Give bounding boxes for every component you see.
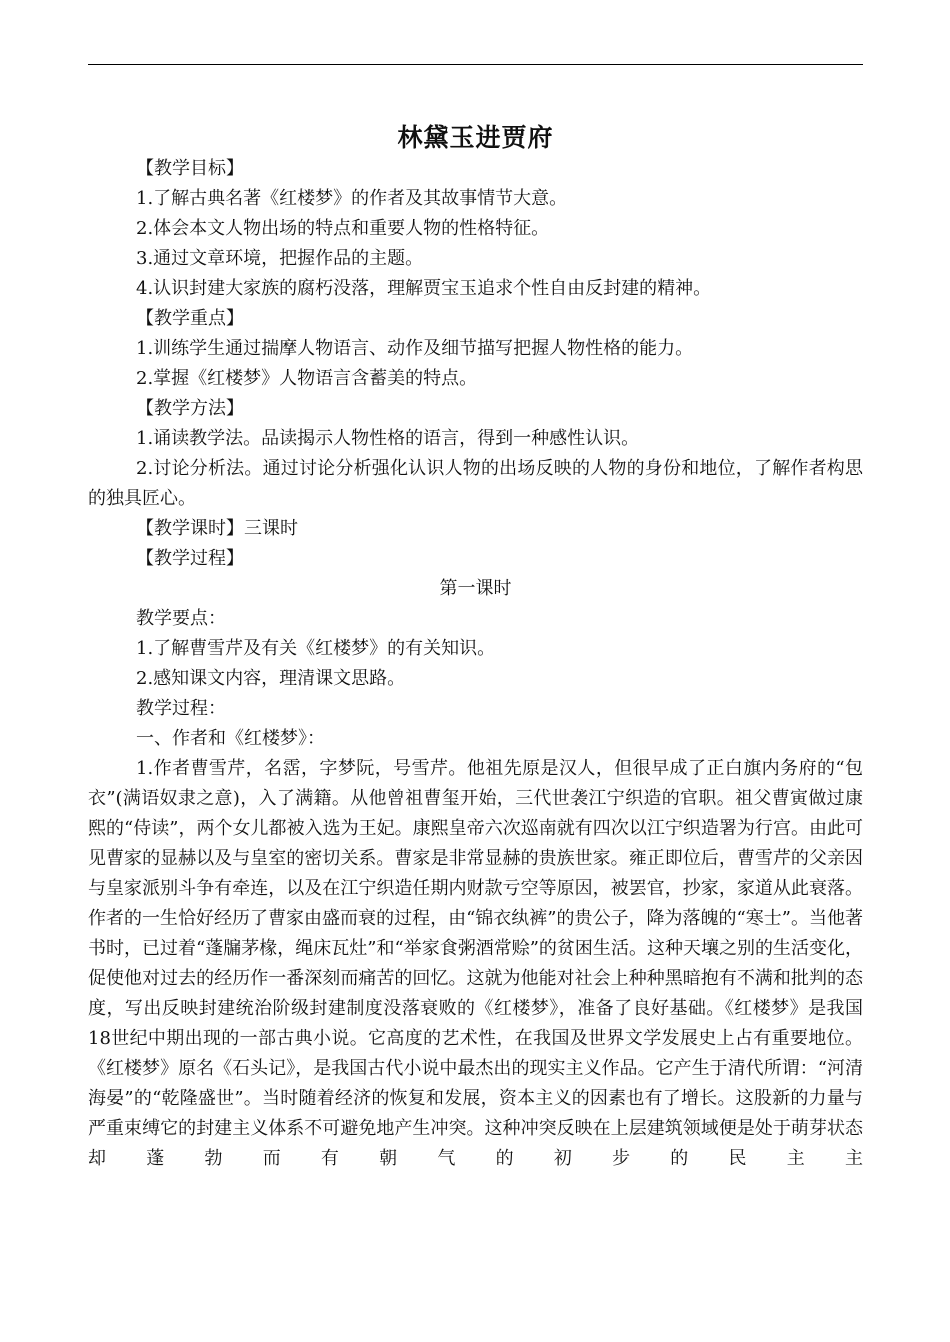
teaching-process-label: 教学过程： xyxy=(136,698,226,719)
author-paragraph: 1.作者曹雪芹，名霑，字梦阮，号雪芹。他祖先原是汉人，但很早成了正白旗内务府的“包衣”(满语奴隶之意)，入了满籍。从他曾祖曹玺开始，三代世袭江宁织造的官职。祖父曹寅做过康熙的“侍读”，两个女儿都被入选为王妃。康熙皇帝六次巡南就有四次以江宁织造署为行宫。由此可见曹家的显赫以及与皇室的密切关系。曹家是非常显赫的贵族世家。雍正即位后，曹雪芹的父亲因与皇家派别斗争有牵连，以及在江宁织造任期内财款亏空等原因，被罢官，抄家，家道从此衰落。作者的一生恰好经历了曹家由盛而衰的过程，由“锦衣纨裤”的贵公子，降为落魄的“寒士”。当他著书时，已过着“蓬牖茅椽，绳床瓦灶”和“举家食粥酒常赊”的贫困生活。这种天壤之别的生活变化，促使他对过去的经历作一番深刻而痛苦的回忆。这就为他能对社会上种种黑暗抱有不满和批判的态度，写出反映封建统治阶级封建制度没落衰败的《红楼梦》，准备了良好基础。《红楼梦》是我国18世纪中期出现的一部古典小说。它高度的艺术性，在我国及世界文学发展史上占有重要地位。《红楼梦》原名《石头记》，是我国古代小说中最杰出的现实主义作品。它产生于清代所谓：“河清海晏”的“乾隆盛世”。当时随着经济的恢复和发展，资本主义的因素也有了增长。这股新的力量与严重束缚它的封建主义体系不可避免地产生冲突。这种冲突反映在上层建筑领域便是处于萌芽状态却蓬勃而有朝气的初步的民主主 xyxy=(88,758,863,1169)
objective-item: 2.体会本文人物出场的特点和重要人物的性格特征。 xyxy=(136,218,550,239)
lesson-title: 第一课时 xyxy=(439,578,512,599)
objective-item: 4.认识封建大家族的腐朽没落，理解贾宝玉追求个性自由反封建的精神。 xyxy=(136,278,712,299)
methods-heading: 【教学方法】 xyxy=(136,398,244,419)
header-rule xyxy=(88,64,863,65)
key-point-item: 1.训练学生通过揣摩人物语言、动作及细节描写把握人物性格的能力。 xyxy=(136,338,694,359)
method-item: 1.诵读教学法。品读揭示人物性格的语言，得到一种感性认识。 xyxy=(136,428,640,449)
document-body xyxy=(88,154,863,1174)
objective-item: 3.通过文章环境，把握作品的主题。 xyxy=(136,248,424,269)
teaching-points-label: 教学要点： xyxy=(136,608,226,629)
key-points-heading: 【教学重点】 xyxy=(136,308,244,329)
page-title: 林黛玉进贾府 xyxy=(397,123,554,152)
teaching-point-item: 2.感知课文内容，理清课文思路。 xyxy=(136,668,406,689)
teaching-point-item: 1.了解曹雪芹及有关《红楼梦》的有关知识。 xyxy=(136,638,496,659)
method-item: 2.讨论分析法。通过讨论分析强化认识人物的出场反映的人物的身份和地位，了解作者构思的独具匠心。 xyxy=(88,458,863,509)
process-heading: 【教学过程】 xyxy=(136,548,244,569)
key-point-item: 2.掌握《红楼梦》人物语言含蓄美的特点。 xyxy=(136,368,478,389)
lesson-hours: 【教学课时】三课时 xyxy=(136,518,298,539)
objective-item: 1.了解古典名著《红楼梦》的作者及其故事情节大意。 xyxy=(136,188,568,209)
objectives-heading: 【教学目标】 xyxy=(136,158,244,179)
section-title: 一、作者和《红楼梦》： xyxy=(136,728,325,749)
